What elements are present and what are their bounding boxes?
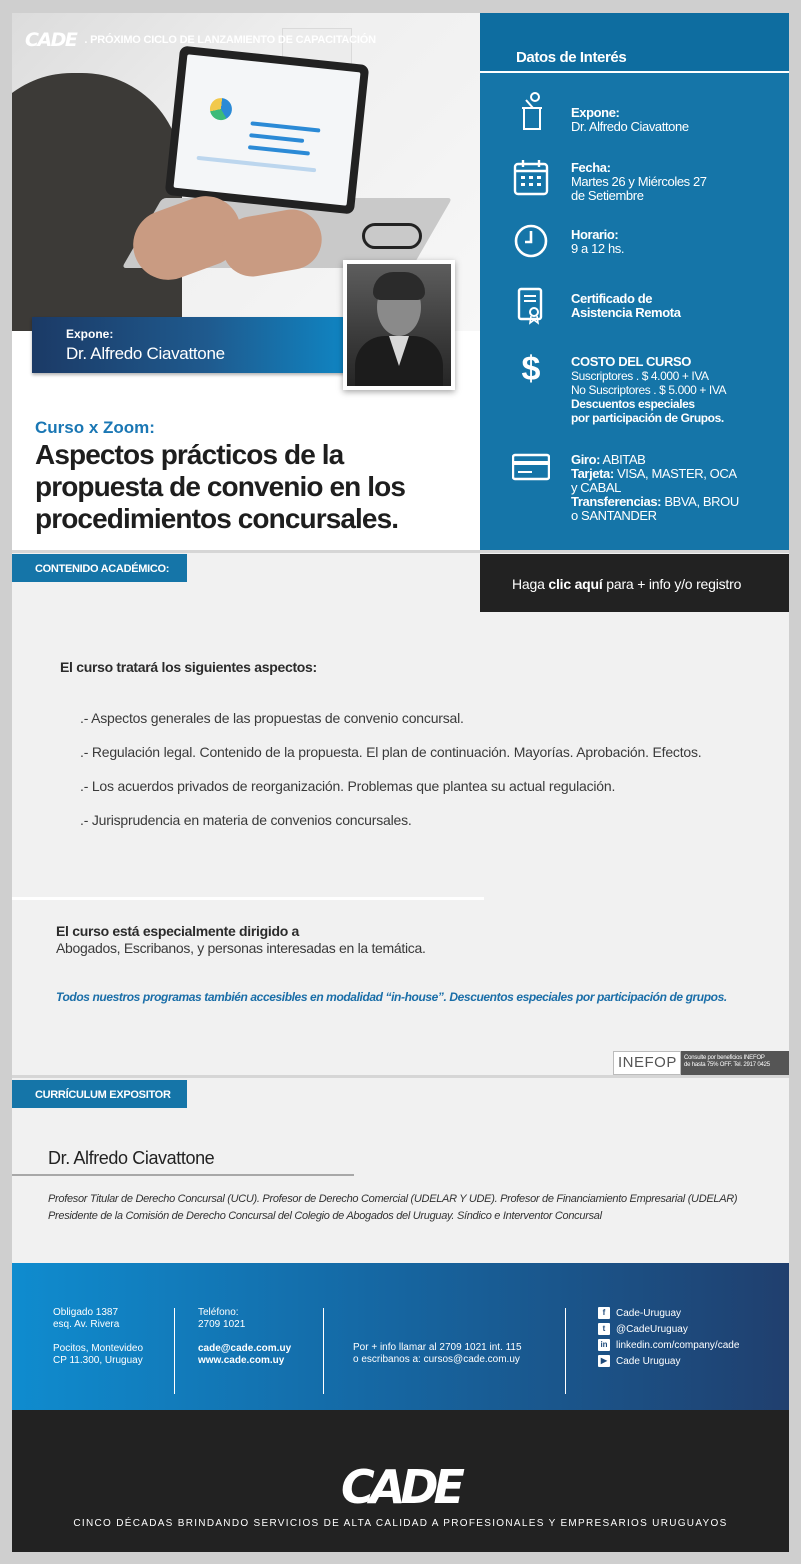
website-link[interactable]: www.cade.com.uy <box>198 1355 285 1366</box>
info-speaker: Expone: Dr. Alfredo Ciavattone <box>571 105 689 134</box>
sidebar-title: Datos de Interés <box>480 13 789 73</box>
topic-item: .- Aspectos generales de las propuestas de convenio concursal. <box>80 710 464 726</box>
cv-line: Profesor Titular de Derecho Concursal (UCU). Profesor de Derecho Comercial (UDELAR Y UDE). Profesor de Financiamiento Empresarial (UDELAR) <box>48 1193 738 1205</box>
info-payment: Giro: ABITAB Tarjeta: VISA, MASTER, OCA y CABAL Transferencias: BBVA, BROU o SANTANDER <box>571 452 739 523</box>
info-cost: COSTO DEL CURSO Suscriptores . $ 4.000 + IVA No Suscriptores . $ 5.000 + IVA Descuentos especiales por participación de Grupos. <box>571 354 727 425</box>
hero-section <box>12 13 480 550</box>
info-certificate: Certificado de Asistencia Remota <box>571 291 681 320</box>
topic-item: .- Los acuerdos privados de reorganización. Problemas que plantea su actual regulación. <box>80 778 616 794</box>
course-title: Aspectos prácticos de la propuesta de convenio en los procedimientos concursales. <box>35 439 405 534</box>
footer-cade-logo: CADE <box>341 1460 460 1514</box>
social-facebook[interactable]: f Cade-Uruguay <box>598 1307 681 1319</box>
footer-band <box>12 1410 789 1552</box>
header-tagline: . PRÓXIMO CICLO DE LANZAMIENTO DE CAPACITACIÓN <box>84 34 376 46</box>
academic-section-tag: CONTENIDO ACADÉMICO: <box>12 554 187 582</box>
contact-divider <box>323 1308 324 1394</box>
header-brand <box>25 29 376 51</box>
contact-address: Obligado 1387 esq. Av. Rivera Pocitos, Montevideo CP 11.300, Uruguay <box>53 1307 144 1366</box>
course-kicker: Curso x Zoom: <box>35 418 155 437</box>
youtube-icon: ▶ <box>598 1355 610 1367</box>
audience-text: Abogados, Escribanos, y personas interesadas en la temática. <box>56 940 426 956</box>
info-sidebar <box>480 13 789 550</box>
contact-divider <box>174 1308 175 1394</box>
footer-tagline: CINCO DÉCADAS BRINDANDO SERVICIOS DE ALTA CALIDAD A PROFESIONALES Y EMPRESARIOS URUGUAYOS <box>73 1518 728 1529</box>
card-icon <box>512 449 550 489</box>
social-twitter[interactable]: t @CadeUruguay <box>598 1323 688 1335</box>
section-divider <box>12 1075 789 1078</box>
topics-intro: El curso tratará los siguientes aspectos: <box>60 659 317 675</box>
speaker-icon <box>512 91 550 131</box>
section-divider <box>12 550 789 553</box>
calendar-icon <box>512 158 550 198</box>
contact-band <box>12 1263 789 1410</box>
info-date: Fecha: Martes 26 y Miércoles 27 de Setiembre <box>571 160 707 203</box>
speaker-portrait <box>343 260 455 390</box>
contact-info: Por + info llamar al 2709 1021 int. 115 o escribanos a: cursos@cade.com.uy <box>353 1342 522 1365</box>
newsletter-page <box>12 13 789 1552</box>
register-cta-button[interactable]: Haga clic aquí para + info y/o registro <box>480 554 789 612</box>
cv-line: Presidente de la Comisión de Derecho Concursal del Colegio de Abogados del Uruguay. Síndico e Interventor Concursal <box>48 1210 602 1222</box>
facebook-icon: f <box>598 1307 610 1319</box>
social-linkedin[interactable]: in linkedin.com/company/cade <box>598 1339 739 1351</box>
twitter-icon: t <box>598 1323 610 1335</box>
cv-speaker-name: Dr. Alfredo Ciavattone <box>48 1148 215 1168</box>
audience-heading: El curso está especialmente dirigido a <box>56 923 300 939</box>
info-schedule: Horario: 9 a 12 hs. <box>571 227 625 256</box>
cade-logo: CADE <box>25 29 77 51</box>
inhouse-note: Todos nuestros programas también accesibles en modalidad “in-house”. Descuentos especiales por participación de grupos. <box>56 990 727 1004</box>
topic-item: .- Regulación legal. Contenido de la propuesta. El plan de continuación. Mayorías. Aprobación. Efectos. <box>80 744 702 760</box>
cv-section-tag: CURRÍCULUM EXPOSITOR <box>12 1080 187 1108</box>
social-youtube[interactable]: ▶ Cade Uruguay <box>598 1355 680 1367</box>
speaker-banner-label: Expone: <box>66 327 114 341</box>
speaker-banner-name: Dr. Alfredo Ciavattone <box>66 344 225 363</box>
dollar-icon: $ <box>521 350 541 388</box>
inefop-logo: INEFOP <box>613 1051 681 1075</box>
inefop-note: Consulte por beneficios INEFOP de hasta 75% OFF. Tel. 2917 0425 <box>681 1051 789 1075</box>
certificate-icon <box>512 286 550 326</box>
topic-item: .- Jurisprudencia en materia de convenios concursales. <box>80 812 412 828</box>
inefop-badge[interactable] <box>613 1051 789 1075</box>
contact-phone-web: Teléfono: 2709 1021 cade@cade.com.uy www.cade.com.uy <box>198 1307 292 1366</box>
cv-rule <box>12 1174 354 1176</box>
speaker-banner <box>32 317 350 373</box>
content-divider <box>12 897 484 900</box>
linkedin-icon: in <box>598 1339 610 1351</box>
email-link[interactable]: cade@cade.com.uy <box>198 1343 292 1354</box>
contact-divider <box>565 1308 566 1394</box>
clock-icon <box>512 221 550 261</box>
